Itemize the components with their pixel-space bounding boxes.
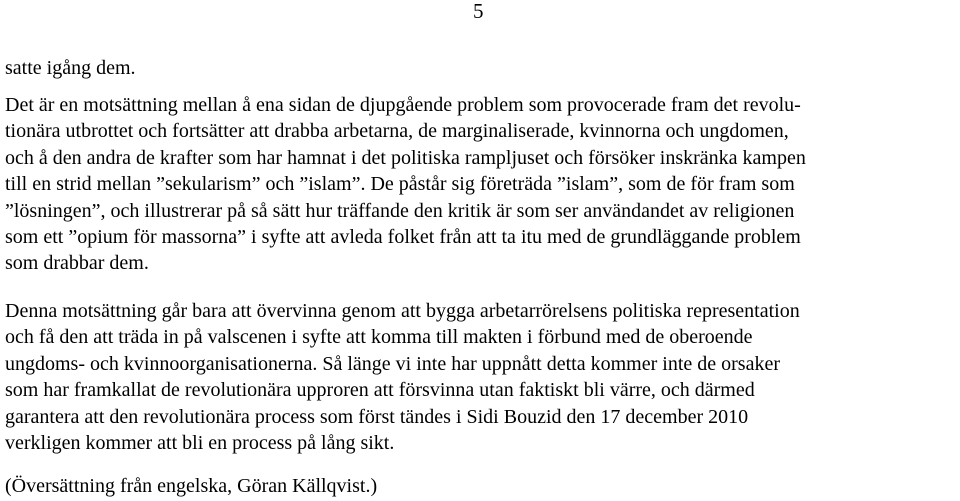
text-line: som har framkallat de revolutionära upproren att försvinna utan faktiskt bli värre, och därmed <box>5 379 755 402</box>
text-line: som ett ”opium för massorna” i syfte att avleda folket från att ta itu med de grundläggande problem <box>5 225 801 248</box>
text-line: och få den att träda in på valscenen i syfte att komma till makten i förbund med de oberoende <box>5 326 753 349</box>
text-line: som drabbar dem. <box>5 252 149 275</box>
text-line: verkligen kommer att bli en process på lång sikt. <box>5 431 395 454</box>
text-line: Det är en motsättning mellan å ena sidan de djupgående problem som provocerade fram det revolu- <box>5 94 801 116</box>
text-line: (Översättning från engelska, Göran Källqvist.) <box>5 475 378 497</box>
paragraph-contradiction <box>5 92 957 277</box>
text-line: och å den andra de krafter som har hamnat i det politiska rampljuset och försöker inskränka kampen <box>5 146 806 169</box>
text-line: ungdoms- och kvinnoorganisationerna. Så länge vi inte har uppnått detta kommer inte de orsaker <box>5 352 780 375</box>
text-line: garantera att den revolutionära process som först tändes i Sidi Bouzid den 17 december 2010 <box>5 405 749 428</box>
paragraph-intro <box>5 55 957 81</box>
text-line: Denna motsättning går bara att övervinna genom att bygga arbetarrörelsens politiska representation <box>5 300 800 322</box>
translation-credit <box>5 473 957 499</box>
text-line: satte igång dem. <box>5 57 136 79</box>
text-line: till en strid mellan ”sekularism” och ”islam”. De påstår sig företräda ”islam”, som de för fram som <box>5 173 795 196</box>
text-line: tionära utbrottet och fortsätter att drabba arbetarna, de marginaliserade, kvinnorna och ungdomen, <box>5 120 789 143</box>
paragraph-overcome <box>5 298 957 456</box>
page-number: 5 <box>473 0 484 23</box>
text-line: ”lösningen”, och illustrerar på så sätt hur träffande den kritik är som ser användandet av religionen <box>5 199 795 222</box>
